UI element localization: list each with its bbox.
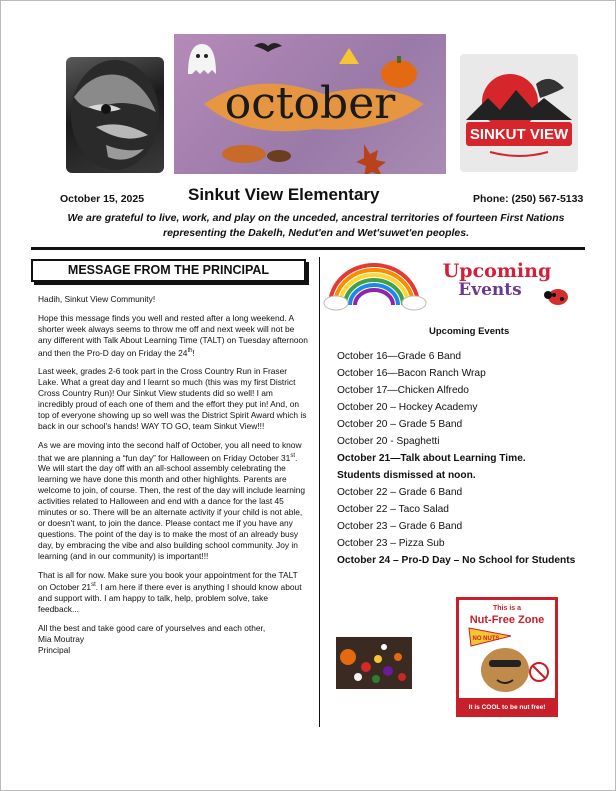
event-item: October 20 – Grade 5 Band bbox=[337, 419, 463, 430]
nutfree-zone: Nut-Free Zone bbox=[469, 614, 545, 626]
ladybug-icon bbox=[544, 289, 568, 305]
greeting: Hadih, Sinkut View Community! bbox=[38, 294, 156, 304]
phone-number: Phone: (250) 567-5133 bbox=[473, 193, 584, 205]
header-divider bbox=[31, 247, 585, 250]
event-item: October 16—Grade 6 Band bbox=[337, 351, 462, 362]
school-name: Sinkut View Elementary bbox=[188, 185, 380, 204]
event-item: October 22 – Taco Salad bbox=[337, 504, 449, 515]
events-word: Events bbox=[458, 280, 522, 300]
event-item: October 22 – Grade 6 Band bbox=[337, 487, 463, 498]
principal-heading: MESSAGE FROM THE PRINCIPAL bbox=[31, 259, 306, 282]
event-item: October 20 - Spaghetti bbox=[337, 436, 440, 447]
event-item: October 23 – Grade 6 Band bbox=[337, 521, 463, 532]
signature-name: Mia Moutray bbox=[38, 633, 85, 644]
no-nut-icon bbox=[530, 663, 548, 681]
pennant-text: NO NUTS bbox=[472, 636, 500, 642]
halloween-candy-image bbox=[336, 637, 412, 689]
banner-word: october bbox=[224, 78, 396, 129]
logo-text: SINKUT VIEW bbox=[469, 126, 569, 143]
paragraph: Hope this message finds you well and rested after a long weekend. A shorter week always seems to throw me off and next week will not be any different with Talk About Learning Time (TALT) on Tuesday afternoon and then the Pro-D day on Friday the 24th! bbox=[38, 312, 308, 358]
pie-icon bbox=[222, 145, 266, 163]
event-item: October 20 – Hockey Academy bbox=[337, 402, 478, 413]
signature-title: Principal bbox=[38, 644, 71, 655]
pennant-icon bbox=[469, 628, 511, 646]
paragraph: That is all for now. Make sure you book your appointment for the TALT on October 21st. I am here if there ever is anything I should know about and support with. I am happy to talk, help, problem solve, take feedback... bbox=[38, 569, 302, 615]
nut-free-zone-sign bbox=[456, 597, 558, 717]
event-item: October 21—Talk about Learning Time. bbox=[337, 453, 526, 464]
ghost-icon bbox=[188, 44, 216, 74]
event-item: October 24 – Pro-D Day – No School for Students bbox=[337, 555, 576, 566]
nutfree-bottom: It is COOL to be nut free! bbox=[468, 704, 546, 711]
october-banner bbox=[174, 34, 446, 174]
paragraph: As we are moving into the second half of October, you all need to know that we are planning a “fun day” for Halloween on Friday October 31st. We will start the day off with an all-school assembly celebrating the learning we have done this month and other highlights. Parents are welcome to join, of course. Then, the rest of the day will include learning activities related to Halloween and end with a dance for the last 45 minutes or so. There will be an alternate activity if your child is not able, or doesn't want, to join the dance. Please contact me if you have any questions. The point of the day is to make the most of an already busy day, by embracing the vibe and also building school community. Joy in learning (and in our community) is important!!! bbox=[38, 439, 306, 561]
carved-mask-image bbox=[66, 57, 164, 173]
upcoming-events-title: Upcoming Events bbox=[429, 326, 510, 337]
principal-letter bbox=[38, 294, 308, 656]
closing: All the best and take good care of yourselves and each other, bbox=[38, 622, 266, 633]
acknowledgement-line: We are grateful to live, work, and play on the unceded, ancestral territories of fourteen First Nations bbox=[67, 212, 565, 224]
nutfree-top: This is a bbox=[492, 605, 522, 612]
column-divider bbox=[319, 257, 320, 727]
land-acknowledgement bbox=[60, 211, 572, 240]
cool-nut-icon bbox=[481, 648, 529, 692]
bird-icon bbox=[536, 79, 564, 98]
leaf-icon bbox=[356, 144, 386, 174]
event-item: October 16—Bacon Ranch Wrap bbox=[337, 368, 486, 379]
school-logo bbox=[460, 54, 578, 172]
mountains-icon bbox=[466, 90, 572, 120]
football-icon bbox=[267, 150, 291, 162]
upcoming-events-list bbox=[337, 348, 575, 569]
mask-icon bbox=[66, 57, 164, 173]
event-item: Students dismissed at noon. bbox=[337, 470, 476, 481]
event-item: October 17—Chicken Alfredo bbox=[337, 385, 469, 396]
upcoming-word: Upcoming bbox=[442, 260, 552, 282]
paragraph: Last week, grades 2-6 took part in the Cross Country Run in Fraser Lake. What a great day and I learnt so much (this was my first District Cross Country Run)! Our Sinkut View students did so well! I am incredibly proud of each one of them and the effort they put in! And, on top of everyone showing up so well was the District Spirit Award which is back in our school's hands! WAY TO GO, team Sinkut View!!! bbox=[38, 366, 307, 431]
upcoming-events-banner bbox=[322, 255, 584, 313]
event-item: October 23 – Pizza Sub bbox=[337, 538, 445, 549]
bat-icon bbox=[254, 43, 282, 52]
acknowledgement-line: representing the Dakelh, Nedut'en and Wet'suwet'en peoples. bbox=[162, 226, 470, 239]
newsletter-date: October 15, 2025 bbox=[60, 193, 145, 205]
jack-o-lantern-icon bbox=[340, 649, 356, 665]
candy-corn-icon bbox=[339, 48, 359, 64]
